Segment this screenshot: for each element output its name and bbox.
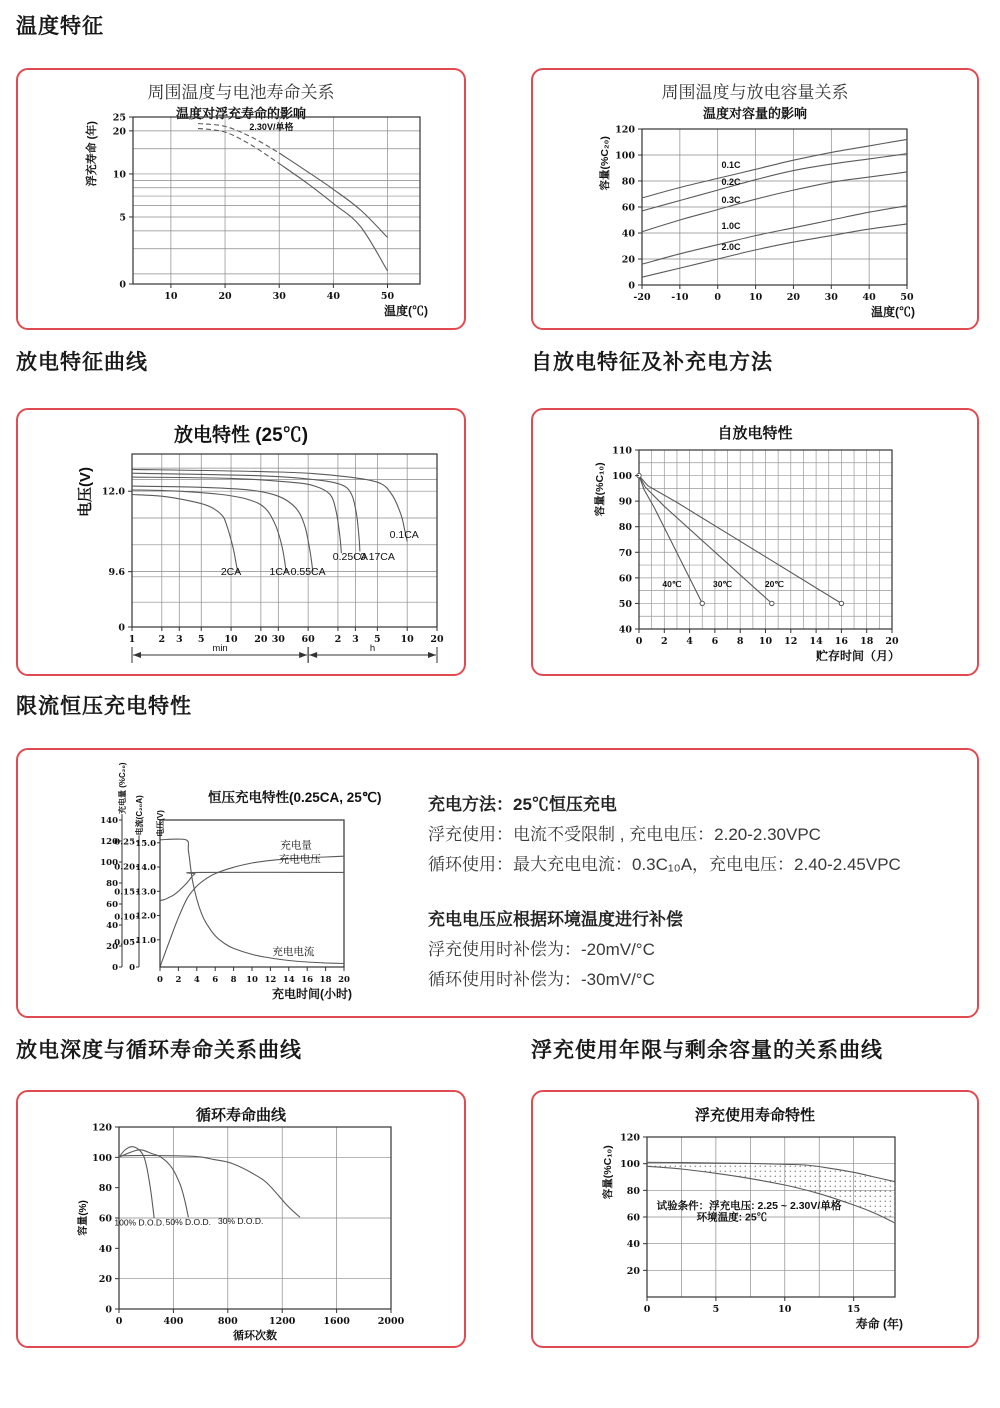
svg-text:0.15: 0.15 bbox=[114, 887, 135, 898]
svg-text:0.25: 0.25 bbox=[114, 837, 135, 848]
svg-text:0: 0 bbox=[119, 279, 126, 291]
panel-float-life bbox=[531, 1090, 979, 1348]
svg-text:20: 20 bbox=[430, 634, 444, 645]
svg-text:10: 10 bbox=[246, 975, 258, 985]
svg-text:6: 6 bbox=[212, 975, 219, 985]
panel-discharge bbox=[16, 408, 466, 676]
svg-text:2.0C: 2.0C bbox=[721, 241, 741, 252]
svg-text:10: 10 bbox=[224, 634, 238, 645]
svg-text:30: 30 bbox=[271, 634, 285, 645]
svg-text:14: 14 bbox=[282, 975, 295, 985]
svg-text:0: 0 bbox=[635, 636, 643, 647]
svg-text:容量(%): 容量(%) bbox=[78, 1200, 89, 1236]
svg-text:容量(%C₁₀): 容量(%C₁₀) bbox=[602, 1145, 614, 1200]
panel-temp-life bbox=[16, 68, 466, 330]
svg-text:10: 10 bbox=[778, 1304, 792, 1315]
svg-text:20: 20 bbox=[106, 942, 118, 952]
svg-text:120: 120 bbox=[620, 1132, 640, 1144]
svg-text:充电时间(小时): 充电时间(小时) bbox=[272, 987, 352, 1001]
svg-text:50: 50 bbox=[900, 292, 914, 303]
svg-text:40: 40 bbox=[326, 291, 340, 302]
svg-text:0: 0 bbox=[628, 280, 635, 292]
svg-text:800: 800 bbox=[217, 1316, 238, 1327]
svg-text:电压(V): 电压(V) bbox=[156, 810, 165, 837]
chart-title: 温度对容量的影响 bbox=[702, 106, 807, 121]
svg-text:8: 8 bbox=[736, 636, 744, 647]
svg-text:60: 60 bbox=[106, 900, 118, 910]
section-title-float-life: 浮充使用年限与剩余容量的关系曲线 bbox=[531, 1039, 883, 1062]
svg-text:80: 80 bbox=[98, 1183, 112, 1195]
svg-text:0: 0 bbox=[129, 963, 135, 973]
svg-text:10: 10 bbox=[112, 169, 126, 181]
svg-text:容量(%C₂₀): 容量(%C₂₀) bbox=[599, 136, 611, 191]
svg-text:10: 10 bbox=[758, 636, 773, 647]
chart-title: 温度对浮充寿命的影响 bbox=[175, 106, 306, 121]
svg-text:60: 60 bbox=[618, 573, 632, 585]
svg-text:100% D.O.D.: 100% D.O.D. bbox=[114, 1217, 165, 1228]
svg-text:110: 110 bbox=[612, 445, 632, 457]
svg-text:10: 10 bbox=[164, 291, 178, 302]
section-title-cycle-life: 放电深度与循环寿命关系曲线 bbox=[16, 1039, 302, 1062]
temp-capacity-chart bbox=[578, 122, 958, 320]
svg-text:20: 20 bbox=[112, 126, 126, 138]
charging-method-line: 充电方法：25℃恒压充电 bbox=[428, 795, 617, 814]
panel-temp-capacity bbox=[531, 68, 979, 330]
svg-text:1600: 1600 bbox=[323, 1316, 350, 1327]
svg-text:100: 100 bbox=[92, 1152, 112, 1164]
svg-text:20: 20 bbox=[338, 975, 350, 985]
svg-text:温度(℃): 温度(℃) bbox=[871, 305, 915, 319]
svg-text:充电电流: 充电电流 bbox=[272, 946, 315, 959]
compensation-title-line: 充电电压应根据环境温度进行补偿 bbox=[428, 910, 683, 929]
svg-text:5: 5 bbox=[712, 1304, 720, 1315]
svg-text:0.55CA: 0.55CA bbox=[290, 565, 326, 578]
svg-text:试验条件：浮充电压: 2.25 ~ 2.30V/单格: 试验条件：浮充电压: 2.25 ~ 2.30V/单格 bbox=[656, 1200, 842, 1212]
svg-text:400: 400 bbox=[163, 1316, 184, 1327]
svg-text:30: 30 bbox=[272, 291, 286, 302]
svg-text:4: 4 bbox=[193, 975, 200, 985]
svg-text:120: 120 bbox=[615, 124, 635, 136]
cycle-life-chart bbox=[34, 1122, 458, 1342]
panel-self-discharge bbox=[531, 408, 979, 676]
svg-text:2: 2 bbox=[334, 634, 342, 645]
svg-text:10: 10 bbox=[748, 292, 763, 303]
temp-life-chart bbox=[58, 114, 448, 320]
svg-text:60: 60 bbox=[621, 202, 635, 214]
svg-text:100: 100 bbox=[100, 858, 118, 868]
svg-text:0.3C: 0.3C bbox=[721, 195, 741, 206]
svg-text:20: 20 bbox=[626, 1265, 640, 1277]
svg-text:2CA: 2CA bbox=[220, 565, 242, 578]
svg-text:5: 5 bbox=[374, 634, 381, 645]
svg-text:100: 100 bbox=[612, 471, 632, 483]
svg-text:0: 0 bbox=[118, 622, 125, 634]
svg-text:13.0: 13.0 bbox=[135, 887, 156, 898]
cycle-compensation-line: 循环使用时补偿为：-30mV/°C bbox=[428, 970, 655, 989]
svg-text:-20: -20 bbox=[633, 292, 651, 303]
svg-text:18: 18 bbox=[860, 636, 874, 647]
discharge-chart bbox=[32, 448, 456, 668]
float-compensation-line: 浮充使用时补偿为：-20mV/°C bbox=[428, 940, 655, 959]
svg-text:40: 40 bbox=[626, 1239, 640, 1251]
svg-text:30% D.O.D.: 30% D.O.D. bbox=[218, 1216, 264, 1227]
svg-text:60: 60 bbox=[301, 634, 315, 645]
svg-text:70: 70 bbox=[618, 547, 632, 559]
svg-text:30℃: 30℃ bbox=[712, 578, 732, 589]
section-title-self-discharge: 自放电特征及补充电方法 bbox=[531, 351, 773, 374]
svg-text:2: 2 bbox=[158, 634, 166, 645]
svg-text:16: 16 bbox=[834, 636, 849, 647]
svg-text:25: 25 bbox=[112, 112, 126, 124]
svg-text:循环次数: 循环次数 bbox=[233, 1330, 277, 1342]
svg-text:8: 8 bbox=[230, 975, 237, 985]
svg-text:40: 40 bbox=[618, 624, 632, 636]
svg-text:电压(V): 电压(V) bbox=[77, 467, 94, 518]
svg-text:2.30V/单格: 2.30V/单格 bbox=[249, 122, 294, 133]
svg-text:贮存时间（月）: 贮存时间（月） bbox=[815, 649, 900, 663]
svg-text:4: 4 bbox=[686, 636, 693, 647]
chart-title: 循环寿命曲线 bbox=[195, 1107, 286, 1124]
svg-text:40: 40 bbox=[98, 1243, 112, 1255]
svg-text:50: 50 bbox=[380, 291, 395, 302]
svg-text:1CA: 1CA bbox=[269, 565, 290, 578]
svg-text:20: 20 bbox=[254, 634, 268, 645]
chart-title: 自放电特性 bbox=[717, 425, 793, 442]
svg-text:80: 80 bbox=[618, 522, 632, 534]
svg-text:1200: 1200 bbox=[268, 1316, 296, 1327]
svg-text:18: 18 bbox=[319, 975, 332, 985]
svg-text:3: 3 bbox=[352, 634, 359, 645]
float-use-line: 浮充使用：电流不受限制 , 充电电压：2.20-2.30VPC bbox=[428, 825, 821, 844]
svg-text:20℃: 20℃ bbox=[764, 578, 784, 589]
svg-text:0: 0 bbox=[105, 1304, 112, 1316]
svg-text:90: 90 bbox=[618, 496, 632, 508]
svg-text:容量(%C₁₀): 容量(%C₁₀) bbox=[594, 462, 606, 517]
svg-text:80: 80 bbox=[626, 1185, 640, 1197]
svg-text:120: 120 bbox=[100, 837, 118, 847]
svg-text:100: 100 bbox=[615, 150, 635, 162]
svg-text:0.05: 0.05 bbox=[114, 937, 135, 948]
svg-text:5: 5 bbox=[119, 212, 126, 224]
svg-text:12: 12 bbox=[784, 636, 798, 647]
svg-text:0.25CA: 0.25CA bbox=[332, 550, 368, 563]
svg-text:12.0: 12.0 bbox=[135, 911, 156, 922]
svg-text:50: 50 bbox=[618, 598, 632, 610]
svg-text:0: 0 bbox=[157, 975, 163, 985]
float-life-chart bbox=[559, 1130, 963, 1336]
svg-text:9.6: 9.6 bbox=[108, 567, 125, 579]
svg-text:40: 40 bbox=[621, 228, 635, 240]
svg-text:30: 30 bbox=[824, 292, 838, 303]
svg-text:20: 20 bbox=[885, 636, 899, 647]
svg-text:0: 0 bbox=[115, 1316, 123, 1327]
chart-title: 放电特性 (25℃) bbox=[173, 425, 309, 446]
svg-text:0.1C: 0.1C bbox=[721, 160, 741, 170]
panel-title: 周围温度与电池寿命关系 bbox=[147, 83, 335, 102]
svg-text:0: 0 bbox=[714, 292, 722, 303]
svg-text:寿命 (年): 寿命 (年) bbox=[855, 1317, 903, 1331]
cv-charge-chart bbox=[68, 750, 378, 1010]
svg-text:0.10: 0.10 bbox=[114, 912, 135, 923]
svg-text:min: min bbox=[212, 643, 228, 654]
svg-text:14: 14 bbox=[809, 636, 823, 647]
svg-text:温度(℃): 温度(℃) bbox=[384, 304, 428, 318]
svg-text:50% D.O.D.: 50% D.O.D. bbox=[165, 1216, 212, 1227]
svg-text:5: 5 bbox=[197, 634, 205, 645]
svg-text:6: 6 bbox=[711, 636, 719, 647]
panel-cycle-life bbox=[16, 1090, 466, 1348]
svg-text:60: 60 bbox=[626, 1212, 640, 1224]
svg-text:20: 20 bbox=[98, 1274, 112, 1286]
svg-text:120: 120 bbox=[92, 1122, 112, 1134]
svg-text:0.2C: 0.2C bbox=[721, 176, 741, 187]
svg-text:2000: 2000 bbox=[377, 1316, 405, 1327]
svg-text:0.1CA: 0.1CA bbox=[389, 529, 419, 542]
svg-text:环境温度: 25℃: 环境温度: 25℃ bbox=[696, 1211, 768, 1224]
svg-text:20: 20 bbox=[621, 254, 635, 266]
svg-text:16: 16 bbox=[301, 975, 314, 985]
charging-info bbox=[428, 790, 973, 995]
svg-text:0: 0 bbox=[643, 1304, 651, 1315]
svg-text:充电量: 充电量 bbox=[280, 839, 312, 852]
svg-text:100: 100 bbox=[620, 1159, 640, 1171]
svg-text:0.17CA: 0.17CA bbox=[359, 550, 395, 563]
svg-text:电流(C₂₀A): 电流(C₂₀A) bbox=[135, 795, 144, 836]
self-discharge-chart bbox=[573, 444, 953, 674]
svg-text:12.0: 12.0 bbox=[101, 486, 125, 498]
svg-text:1.0C: 1.0C bbox=[721, 221, 741, 232]
svg-text:14.0: 14.0 bbox=[135, 863, 156, 874]
section-title-discharge: 放电特征曲线 bbox=[16, 351, 148, 374]
svg-text:浮充寿命 (年): 浮充寿命 (年) bbox=[86, 121, 98, 187]
svg-text:12: 12 bbox=[264, 975, 277, 985]
svg-text:80: 80 bbox=[106, 879, 118, 889]
svg-text:20: 20 bbox=[786, 292, 801, 303]
svg-text:0: 0 bbox=[112, 963, 118, 973]
svg-text:-10: -10 bbox=[671, 292, 689, 303]
chart-title: 浮充使用寿命特性 bbox=[694, 1107, 815, 1124]
section-title-temperature: 温度特征 bbox=[16, 15, 104, 38]
svg-text:20: 20 bbox=[218, 291, 232, 302]
svg-text:2: 2 bbox=[175, 975, 182, 985]
svg-text:充电电压: 充电电压 bbox=[278, 853, 321, 866]
section-title-charging: 限流恒压充电特性 bbox=[16, 695, 192, 718]
svg-text:140: 140 bbox=[100, 816, 118, 826]
svg-text:3: 3 bbox=[175, 634, 183, 645]
svg-text:11.0: 11.0 bbox=[135, 935, 156, 946]
svg-text:40: 40 bbox=[106, 921, 118, 931]
svg-text:80: 80 bbox=[621, 176, 635, 188]
svg-text:60: 60 bbox=[98, 1213, 112, 1225]
svg-text:15: 15 bbox=[847, 1304, 861, 1315]
svg-text:h: h bbox=[369, 643, 376, 654]
svg-text:0.20: 0.20 bbox=[114, 862, 135, 873]
svg-text:15.0: 15.0 bbox=[135, 838, 156, 849]
svg-text:40: 40 bbox=[862, 292, 876, 303]
panel-title: 周围温度与放电容量关系 bbox=[661, 83, 849, 102]
svg-text:充电量 (%C₂₀): 充电量 (%C₂₀) bbox=[118, 762, 127, 814]
svg-text:2: 2 bbox=[660, 636, 668, 647]
cycle-use-line: 循环使用：最大充电电流：0.3C₁₀A，充电电压：2.40-2.45VPC bbox=[428, 855, 901, 874]
chart-title: 恒压充电特性(0.25CA, 25℃) bbox=[208, 790, 382, 805]
svg-text:1: 1 bbox=[128, 634, 136, 645]
svg-text:10: 10 bbox=[400, 634, 414, 645]
panel-cv-charge bbox=[16, 748, 979, 1018]
svg-text:40℃: 40℃ bbox=[662, 578, 682, 589]
